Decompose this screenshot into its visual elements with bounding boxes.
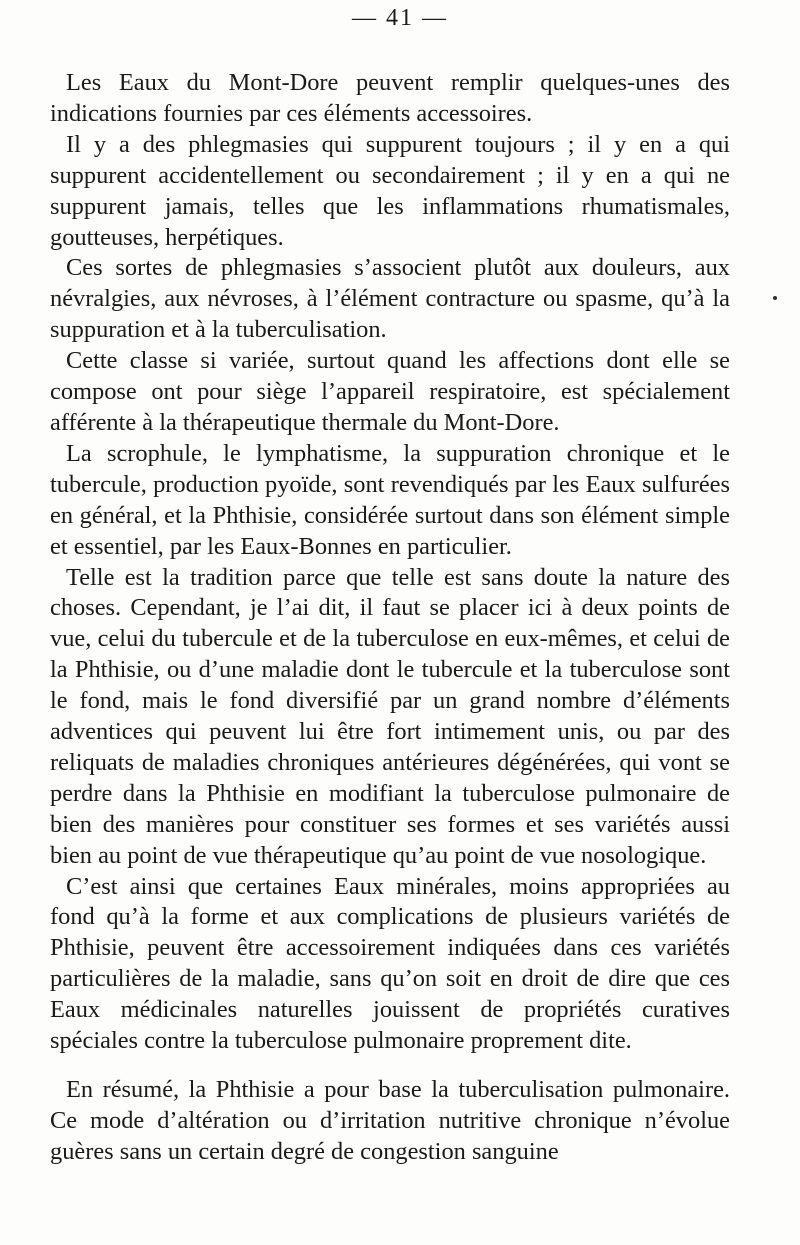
paragraph-7: C’est ainsi que certaines Eaux minérales, moins appropriées au fond qu’à la forme et aux complications de plusieurs variétés de Phthisie, peuvent être accessoirement indiquées dans ces variétés particulières de la maladie, sans qu’on soit en droit de dire que ces Eaux médicinales naturelles jouissent de propriétés curatives spéciales contre la tuberculose pulmonaire proprement dite. <box>50 872 730 1055</box>
body-text <box>50 68 730 1168</box>
page-number: — 41 — <box>352 5 448 31</box>
paragraph-5: La scrophule, le lymphatisme, la suppuration chronique et le tubercule, production pyoïde, sont revendiqués par les Eaux sulfurées en général, et la Phthisie, considérée surtout dans son élément simple et essentiel, par les Eaux-Bonnes en particulier. <box>50 439 730 560</box>
paragraph-3: Ces sortes de phlegmasies s’associent plutôt aux douleurs, aux névralgies, aux névroses, à l’élément contracture ou spasme, qu’à la suppuration et à la tuberculisation. <box>50 254 730 344</box>
paragraph-6: Telle est la tradition parce que telle est sans doute la nature des choses. Cependant, je l’ai dit, il faut se placer ici à deux points de vue, celui du tubercule et de la tuberculose en eux-mêmes, et celui de la Phthisie, ou d’une maladie dont le tubercule et la tuberculose sont le fond, mais le fond diversifié par un grand nombre d’éléments adventices qui peuvent lui être fort intimement unis, ou par des reliquats de maladies chroniques antérieures dégénérées, qui vont se perdre dans la Phthisie en modifiant la tuberculose pulmonaire de bien des manières pour constituer ses formes et ses variétés aussi bien au point de vue thérapeutique qu’au point de vue nosologique. <box>50 563 730 869</box>
paragraph-2: Il y a des phlegmasies qui suppurent toujours ; il y en a qui suppurent accidentellement ou secondairement ; il y en a qui ne suppurent jamais, telles que les inflammations rhumatismales, goutteuses, herpétiques. <box>50 130 730 251</box>
paragraph-1: Les Eaux du Mont-Dore peuvent remplir quelques-unes des indications fournies par ces éléments accessoires. <box>50 69 730 127</box>
paragraph-8: En résumé, la Phthisie a pour base la tuberculisation pulmonaire. Ce mode d’altération ou d’irritation nutritive chronique n’évolue guères sans un certain degré de congestion sanguine <box>50 1076 730 1165</box>
paragraph-4: Cette classe si variée, surtout quand les affections dont elle se compose ont pour siège l’appareil respiratoire, est spécialement afférente à la thérapeutique thermale du Mont-Dore. <box>50 347 730 436</box>
margin-dot <box>773 296 777 300</box>
